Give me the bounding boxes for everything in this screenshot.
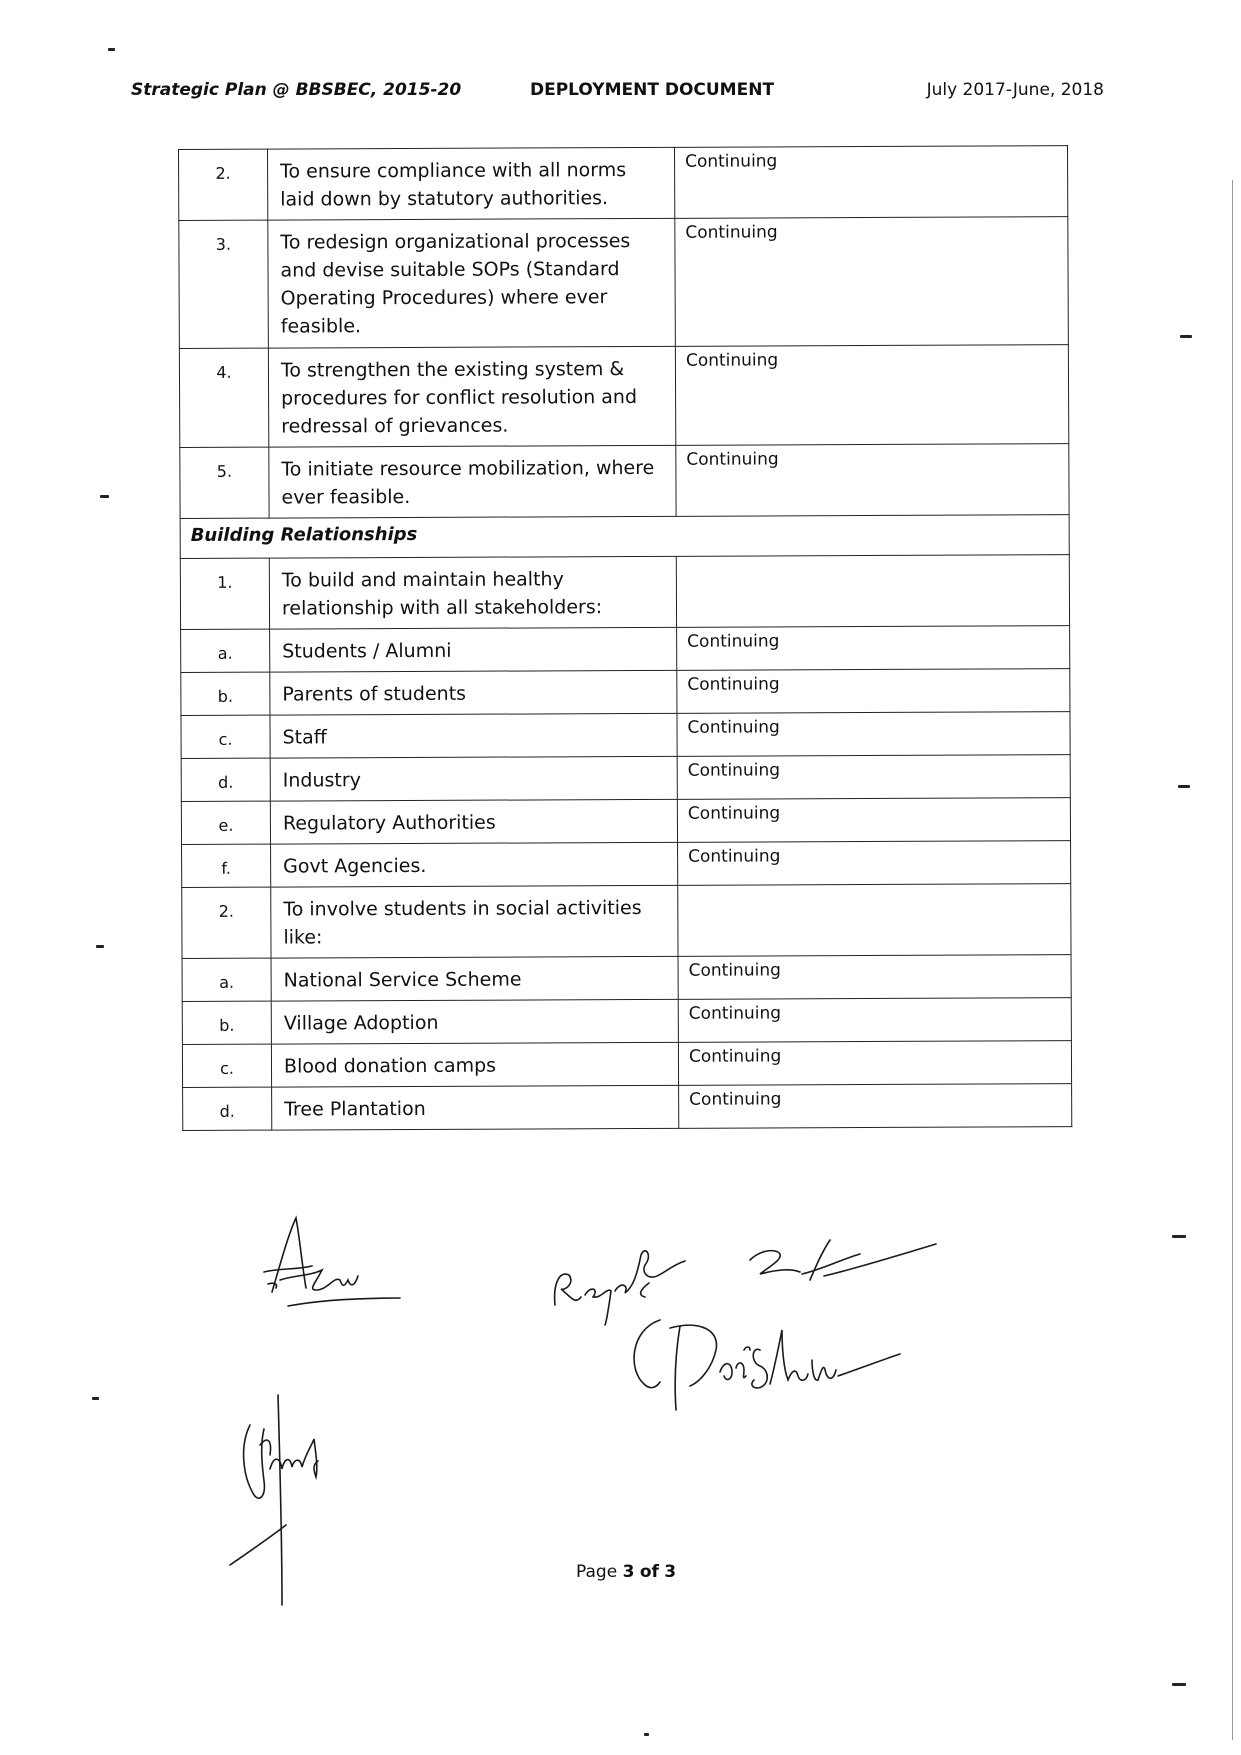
row-status <box>676 555 1069 628</box>
row-task: Regulatory Authorities <box>270 799 677 844</box>
table-row <box>180 555 1069 630</box>
table-row <box>180 444 1069 519</box>
page-number: Page 3 of 3 <box>576 1562 677 1582</box>
table-row <box>182 841 1071 888</box>
table-row <box>181 798 1070 845</box>
signature-4 <box>620 1310 920 1420</box>
row-status: Continuing <box>679 1084 1072 1129</box>
table-row <box>179 217 1069 349</box>
table-row <box>182 998 1071 1045</box>
table-row <box>182 1041 1071 1088</box>
scan-speck <box>644 1733 649 1736</box>
table-row <box>181 626 1070 673</box>
row-task: National Service Scheme <box>271 956 678 1001</box>
row-status: Continuing <box>677 755 1070 800</box>
row-status: Continuing <box>674 146 1067 219</box>
deployment-table-body <box>179 146 1072 1131</box>
section-row <box>180 515 1069 559</box>
row-number: 1. <box>180 558 269 629</box>
row-number: c. <box>181 715 270 758</box>
row-task: Village Adoption <box>271 999 678 1044</box>
table-row <box>181 712 1070 759</box>
table-row <box>179 345 1068 448</box>
row-task: Students / Alumni <box>270 627 677 672</box>
row-number: c. <box>182 1044 271 1087</box>
row-task: Parents of students <box>270 670 677 715</box>
row-number: a. <box>182 958 271 1001</box>
header-plan-title: Strategic Plan @ BBSBEC, 2015-20 <box>131 80 462 100</box>
row-task: Tree Plantation <box>272 1085 679 1130</box>
row-task: To involve students in social activities like: <box>271 885 678 958</box>
row-number: 2. <box>179 149 268 220</box>
row-status: Continuing <box>677 669 1070 714</box>
row-status: Continuing <box>675 345 1068 446</box>
row-number: d. <box>181 758 270 801</box>
row-status: Continuing <box>678 998 1071 1043</box>
table-row <box>182 884 1071 959</box>
row-status: Continuing <box>677 798 1070 843</box>
row-task: Blood donation camps <box>271 1042 678 1087</box>
row-number: 3. <box>179 220 269 348</box>
table-row <box>183 1084 1072 1131</box>
row-status: Continuing <box>678 955 1071 1000</box>
scan-speck <box>100 495 109 498</box>
table-row <box>179 146 1068 221</box>
row-number: 5. <box>180 447 269 518</box>
scan-speck <box>108 48 115 51</box>
row-status: Continuing <box>678 1041 1071 1086</box>
signature-5 <box>220 1385 350 1615</box>
row-task: To strengthen the existing system & procedures for conflict resolution and redressal of grievances. <box>268 346 675 447</box>
row-status: Continuing <box>676 444 1069 517</box>
row-task: Govt Agencies. <box>271 842 678 887</box>
table-row <box>181 669 1070 716</box>
table-row <box>181 755 1070 802</box>
row-number: a. <box>181 629 270 672</box>
row-status: Continuing <box>675 217 1069 347</box>
row-task: To redesign organizational processes and devise suitable SOPs (Standard Operating Procedures) where ever feasible. <box>268 218 676 348</box>
row-task: Staff <box>270 713 677 758</box>
signature-3 <box>740 1230 940 1300</box>
row-task: To build and maintain healthy relationship with all stakeholders: <box>269 556 676 629</box>
row-number: b. <box>182 1001 271 1044</box>
scan-speck <box>92 1397 99 1400</box>
header-period: July 2017-June, 2018 <box>926 80 1104 100</box>
row-status: Continuing <box>677 626 1070 671</box>
row-task: To initiate resource mobilization, where ever feasible. <box>269 445 676 518</box>
signature-1 <box>250 1210 420 1320</box>
row-number: e. <box>181 801 270 844</box>
scan-edge-line <box>1232 180 1233 1740</box>
row-number: 4. <box>179 348 268 447</box>
row-status <box>678 884 1071 957</box>
scan-speck <box>1172 1235 1186 1238</box>
row-status: Continuing <box>677 712 1070 757</box>
header-document-type: DEPLOYMENT DOCUMENT <box>530 80 775 100</box>
section-title: Building Relationships <box>180 515 1069 559</box>
row-task: Industry <box>270 756 677 801</box>
scan-speck <box>1172 1683 1186 1686</box>
row-task: To ensure compliance with all norms laid down by statutory authorities. <box>268 147 675 220</box>
table-row <box>182 955 1071 1002</box>
row-status: Continuing <box>678 841 1071 886</box>
scan-speck <box>1180 335 1192 338</box>
row-number: 2. <box>182 887 271 958</box>
scan-speck <box>96 945 104 948</box>
row-number: f. <box>182 844 271 887</box>
row-number: b. <box>181 672 270 715</box>
row-number: d. <box>183 1087 272 1130</box>
scan-speck <box>1178 785 1190 788</box>
deployment-table <box>178 145 1072 1131</box>
